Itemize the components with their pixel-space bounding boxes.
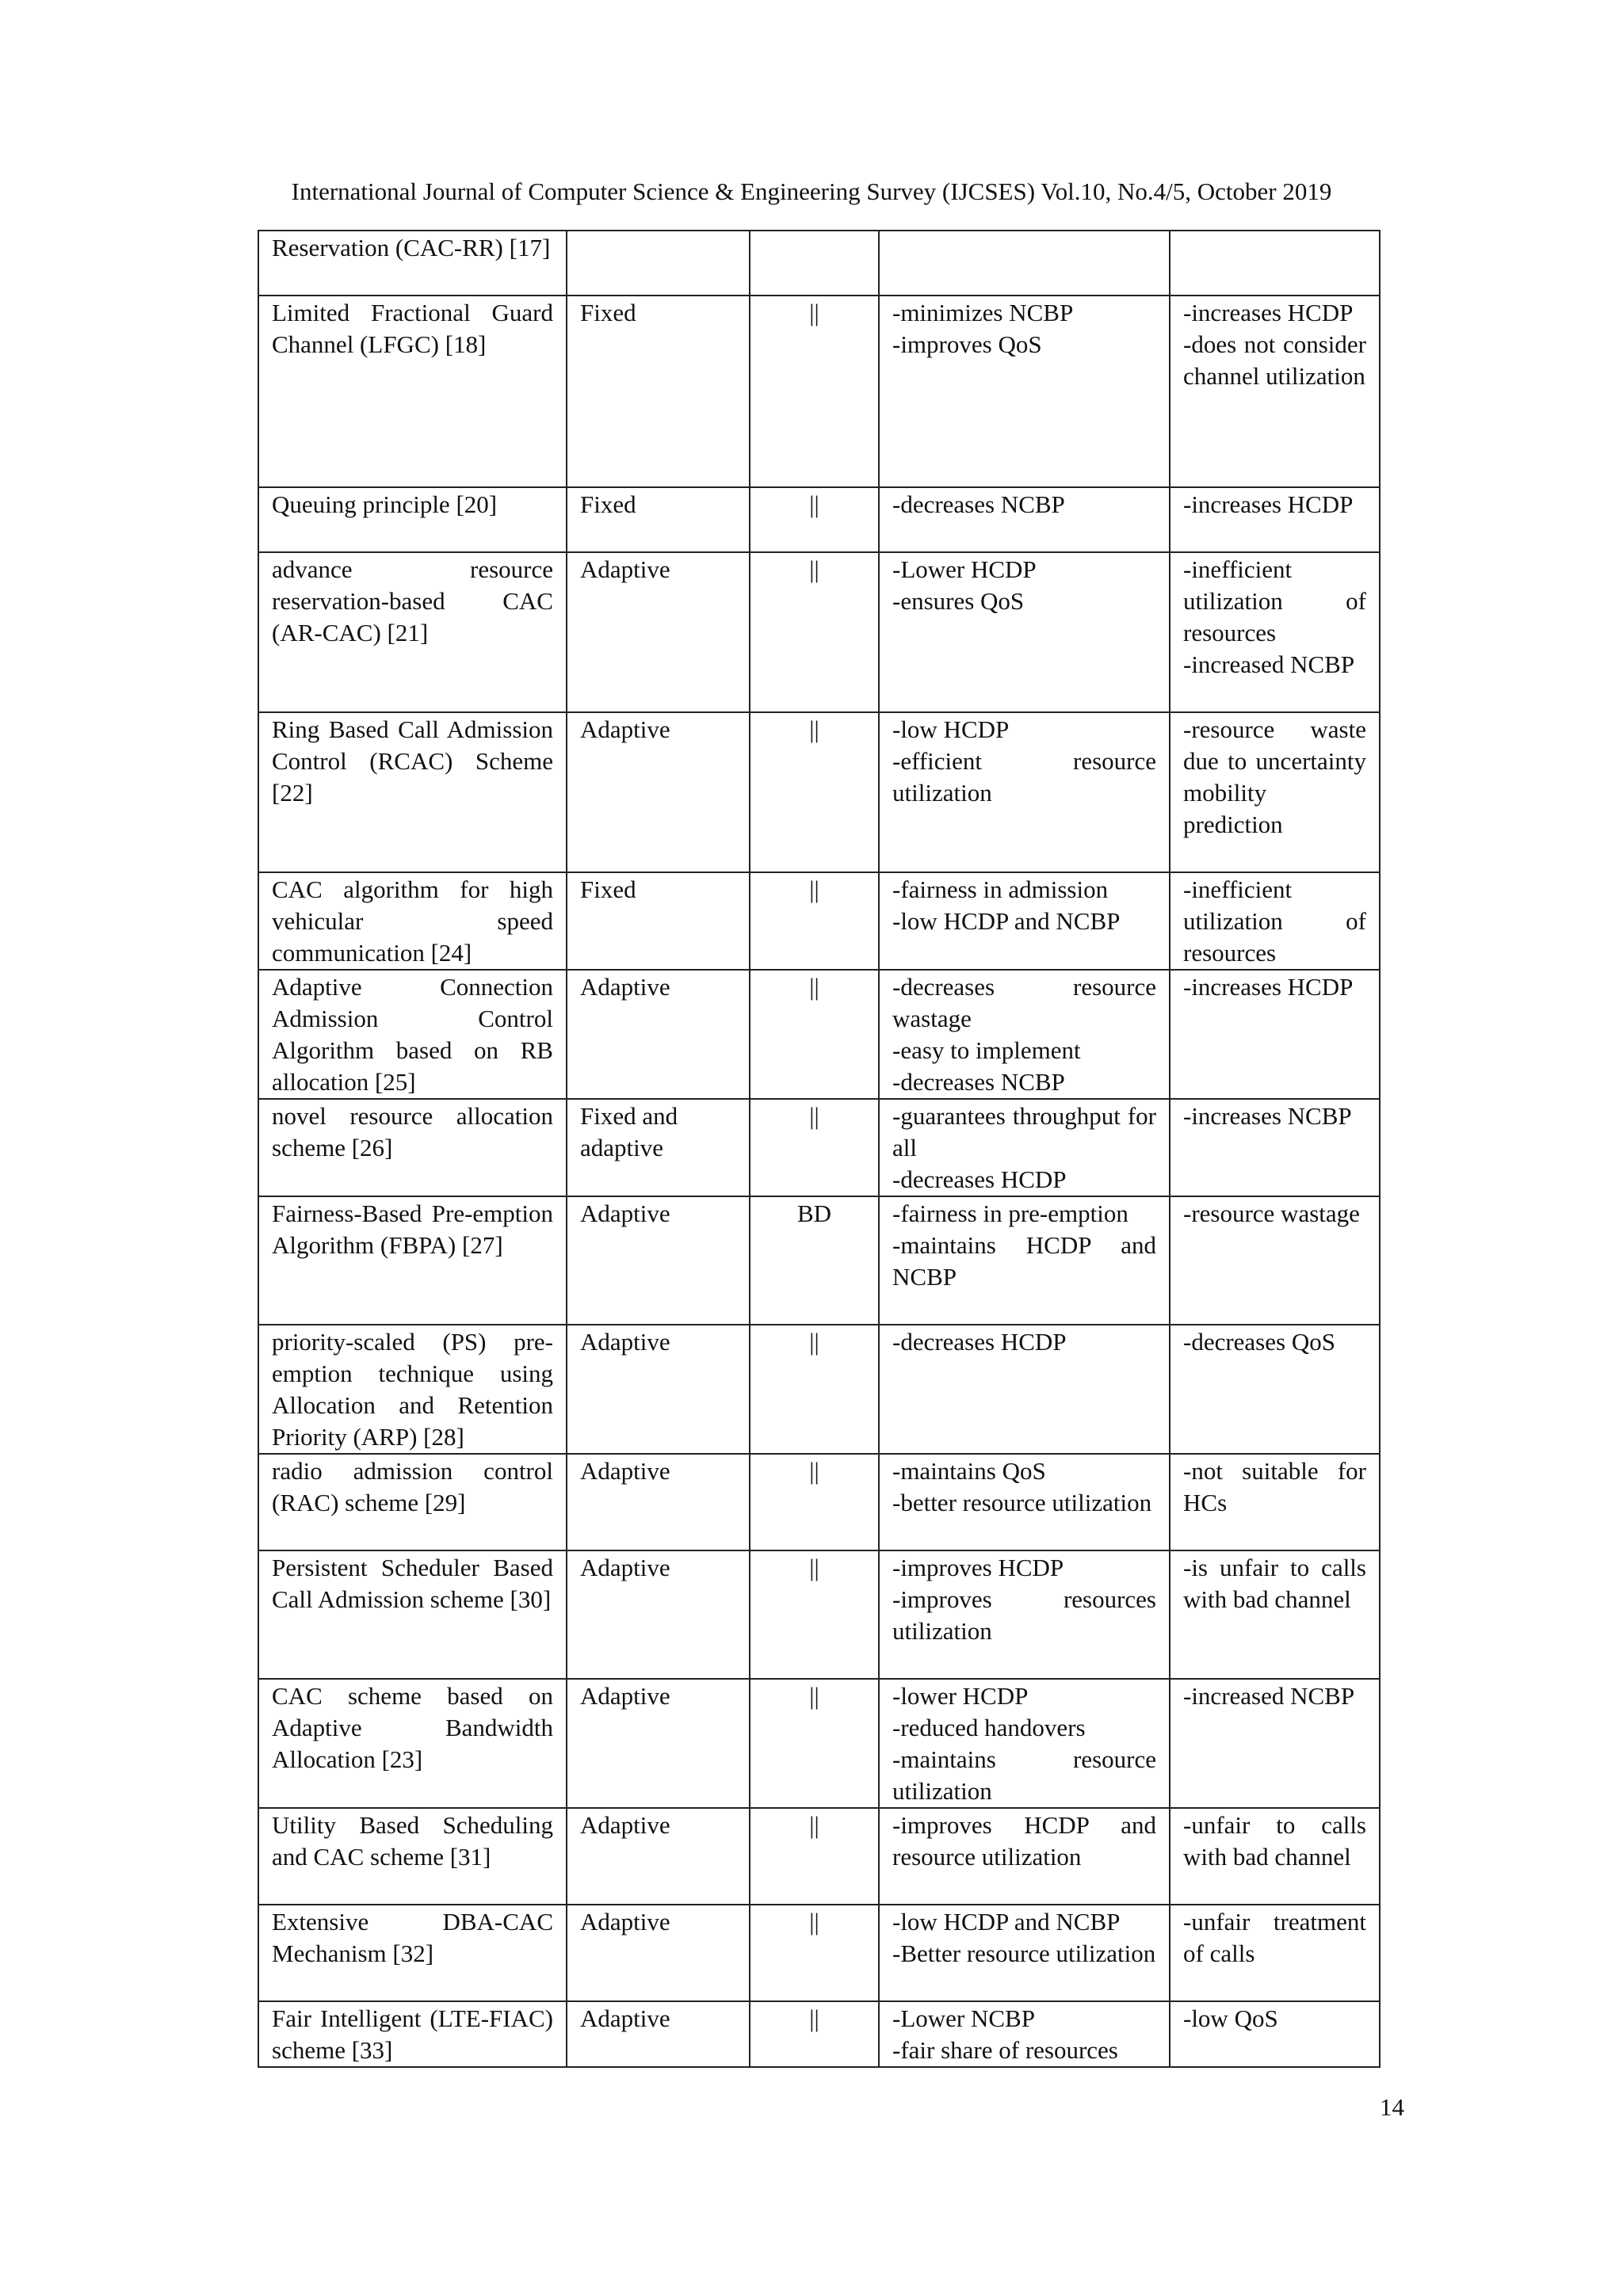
cell-scheme: radio admission control (RAC) scheme [29] — [258, 1454, 567, 1550]
table-row — [258, 1325, 1380, 1454]
cell-scheme: advance resource reservation-based CAC (AR-CAC) [21] — [258, 552, 567, 712]
cell-direction: || — [750, 1454, 879, 1550]
cell-type: Adaptive — [567, 1196, 750, 1325]
cell-direction: || — [750, 296, 879, 487]
advantage-item: -easy to implement — [892, 1036, 1081, 1064]
cac-survey-table — [258, 230, 1381, 2068]
cell-cons — [1170, 1550, 1380, 1679]
cell-cons — [1170, 1099, 1380, 1196]
cell-cons — [1170, 1905, 1380, 2001]
cell-pros — [879, 296, 1170, 487]
table-row — [258, 1808, 1380, 1905]
disadvantage-item: -increases NCBP — [1183, 1102, 1352, 1130]
cell-cons — [1170, 487, 1380, 552]
cell-scheme: Fair Intelligent (LTE-FIAC) scheme [33] — [258, 2001, 567, 2067]
cell-type — [567, 231, 750, 296]
advantage-item: -decreases HCDP — [892, 1165, 1067, 1193]
table-row — [258, 231, 1380, 296]
advantage-item: -low HCDP and NCBP — [892, 1908, 1121, 1936]
cell-type: Adaptive — [567, 1905, 750, 2001]
table-body — [258, 231, 1380, 2067]
cell-scheme: Utility Based Scheduling and CAC scheme [31] — [258, 1808, 567, 1905]
advantage-item: -lower HCDP — [892, 1682, 1029, 1710]
table-row — [258, 1550, 1380, 1679]
disadvantage-item: -resource wastage — [1183, 1199, 1360, 1227]
advantage-item: -improves QoS — [892, 330, 1042, 358]
cell-cons — [1170, 970, 1380, 1099]
disadvantage-item: -resource waste due to uncertainty mobility prediction — [1183, 715, 1366, 838]
cell-scheme: Reservation (CAC-RR) [17] — [258, 231, 567, 296]
cell-direction: || — [750, 552, 879, 712]
cell-pros — [879, 1454, 1170, 1550]
disadvantage-item: -decreases QoS — [1183, 1328, 1335, 1356]
disadvantage-item: -inefficient utilization of resources — [1183, 555, 1366, 646]
disadvantage-item: -increased NCBP — [1183, 1682, 1355, 1710]
cell-cons — [1170, 1196, 1380, 1325]
cell-pros — [879, 552, 1170, 712]
cell-scheme: Persistent Scheduler Based Call Admission scheme [30] — [258, 1550, 567, 1679]
cell-cons — [1170, 1454, 1380, 1550]
page-number: 14 — [1380, 2093, 1404, 2121]
cell-direction: || — [750, 2001, 879, 2067]
cell-pros — [879, 1679, 1170, 1808]
advantage-item: -low HCDP and NCBP — [892, 907, 1121, 935]
cell-type: Adaptive — [567, 712, 750, 872]
cell-cons — [1170, 1808, 1380, 1905]
table-row — [258, 1196, 1380, 1325]
cell-type: Adaptive — [567, 970, 750, 1099]
advantage-item: -decreases NCBP — [892, 490, 1065, 518]
disadvantage-item: -increases HCDP — [1183, 299, 1354, 326]
cell-direction: || — [750, 712, 879, 872]
cell-pros — [879, 2001, 1170, 2067]
advantage-item: -fair share of resources — [892, 2036, 1118, 2064]
table-row — [258, 487, 1380, 552]
cell-scheme: priority-scaled (PS) pre-emption technique using Allocation and Retention Priority (ARP) [28] — [258, 1325, 567, 1454]
disadvantage-item: -not suitable for HCs — [1183, 1457, 1366, 1516]
cell-type: Adaptive — [567, 1454, 750, 1550]
advantage-item: -fairness in admission — [892, 875, 1109, 903]
advantage-item: -decreases resource wastage — [892, 973, 1156, 1032]
cell-direction: || — [750, 1099, 879, 1196]
advantage-item: -maintains HCDP and NCBP — [892, 1231, 1156, 1291]
disadvantage-item: -does not consider channel utilization — [1183, 330, 1366, 390]
cell-direction: || — [750, 1905, 879, 2001]
cell-direction: || — [750, 1325, 879, 1454]
cell-cons — [1170, 1325, 1380, 1454]
cell-direction: || — [750, 872, 879, 970]
advantage-item: -reduced handovers — [892, 1714, 1086, 1741]
disadvantage-item: -increases HCDP — [1183, 973, 1354, 1001]
disadvantage-item: -unfair to calls with bad channel — [1183, 1811, 1366, 1871]
cell-scheme: CAC scheme based on Adaptive Bandwidth Allocation [23] — [258, 1679, 567, 1808]
advantage-item: -low HCDP — [892, 715, 1010, 743]
running-header: International Journal of Computer Science & Engineering Survey (IJCSES) Vol.10, No.4/5, October 2019 — [291, 177, 1332, 205]
cell-pros — [879, 1808, 1170, 1905]
disadvantage-item: -increased NCBP — [1183, 650, 1355, 678]
cell-direction: || — [750, 970, 879, 1099]
cell-pros — [879, 1099, 1170, 1196]
cell-pros — [879, 1550, 1170, 1679]
table-row — [258, 1099, 1380, 1196]
table-row — [258, 970, 1380, 1099]
table-row — [258, 1905, 1380, 2001]
cell-direction: || — [750, 1808, 879, 1905]
cell-scheme: Fairness-Based Pre-emption Algorithm (FBPA) [27] — [258, 1196, 567, 1325]
cell-pros — [879, 970, 1170, 1099]
advantage-item: -Better resource utilization — [892, 1939, 1156, 1967]
cell-cons — [1170, 2001, 1380, 2067]
cell-scheme: Limited Fractional Guard Channel (LFGC) [18] — [258, 296, 567, 487]
cell-scheme: Extensive DBA-CAC Mechanism [32] — [258, 1905, 567, 2001]
advantage-item: -guarantees throughput for all — [892, 1102, 1156, 1161]
cell-type: Fixed — [567, 487, 750, 552]
cell-cons — [1170, 231, 1380, 296]
cell-direction: || — [750, 1679, 879, 1808]
disadvantage-item: -increases HCDP — [1183, 490, 1354, 518]
disadvantage-item: -low QoS — [1183, 2004, 1278, 2032]
cell-pros — [879, 1325, 1170, 1454]
cell-scheme: Queuing principle [20] — [258, 487, 567, 552]
table-row — [258, 552, 1380, 712]
cell-cons — [1170, 712, 1380, 872]
cell-scheme: Ring Based Call Admission Control (RCAC) Scheme [22] — [258, 712, 567, 872]
advantage-item: -maintains QoS — [892, 1457, 1046, 1485]
advantage-item: -Lower HCDP — [892, 555, 1037, 583]
disadvantage-item: -unfair treatment of calls — [1183, 1908, 1366, 1967]
cell-pros — [879, 872, 1170, 970]
cell-type: Adaptive — [567, 1679, 750, 1808]
cell-type: Adaptive — [567, 1325, 750, 1454]
advantage-item: -efficient resource utilization — [892, 747, 1156, 807]
advantage-item: -ensures QoS — [892, 587, 1025, 615]
cell-type: Adaptive — [567, 552, 750, 712]
advantage-item: -decreases HCDP — [892, 1328, 1067, 1356]
advantage-item: -Lower NCBP — [892, 2004, 1035, 2032]
cell-scheme: Adaptive Connection Admission Control Algorithm based on RB allocation [25] — [258, 970, 567, 1099]
table-row — [258, 1679, 1380, 1808]
table-row — [258, 712, 1380, 872]
table-row — [258, 2001, 1380, 2067]
cell-cons — [1170, 1679, 1380, 1808]
cell-pros — [879, 231, 1170, 296]
cell-type: Fixed and adaptive — [567, 1099, 750, 1196]
advantage-item: -minimizes NCBP — [892, 299, 1074, 326]
advantage-item: -fairness in pre-emption — [892, 1199, 1128, 1227]
cell-direction: || — [750, 1550, 879, 1679]
advantage-item: -improves resources utilization — [892, 1585, 1156, 1645]
cell-cons — [1170, 872, 1380, 970]
advantage-item: -improves HCDP and resource utilization — [892, 1811, 1156, 1871]
cell-direction: || — [750, 487, 879, 552]
cell-direction: BD — [750, 1196, 879, 1325]
cell-scheme: CAC algorithm for high vehicular speed communication [24] — [258, 872, 567, 970]
cell-type: Fixed — [567, 872, 750, 970]
disadvantage-item: -inefficient utilization of resources — [1183, 875, 1366, 967]
table-row — [258, 872, 1380, 970]
cell-pros — [879, 487, 1170, 552]
cell-cons — [1170, 552, 1380, 712]
advantage-item: -decreases NCBP — [892, 1068, 1065, 1096]
cell-scheme: novel resource allocation scheme [26] — [258, 1099, 567, 1196]
cell-type: Adaptive — [567, 1808, 750, 1905]
cell-type: Fixed — [567, 296, 750, 487]
table-row — [258, 1454, 1380, 1550]
cell-cons — [1170, 296, 1380, 487]
cell-type: Adaptive — [567, 2001, 750, 2067]
cell-direction — [750, 231, 879, 296]
cell-type: Adaptive — [567, 1550, 750, 1679]
disadvantage-item: -is unfair to calls with bad channel — [1183, 1554, 1366, 1613]
table-row — [258, 296, 1380, 487]
advantage-item: -maintains resource utilization — [892, 1745, 1156, 1805]
advantage-item: -better resource utilization — [892, 1489, 1152, 1516]
cell-pros — [879, 1905, 1170, 2001]
advantage-item: -improves HCDP — [892, 1554, 1064, 1581]
cell-pros — [879, 1196, 1170, 1325]
cell-pros — [879, 712, 1170, 872]
